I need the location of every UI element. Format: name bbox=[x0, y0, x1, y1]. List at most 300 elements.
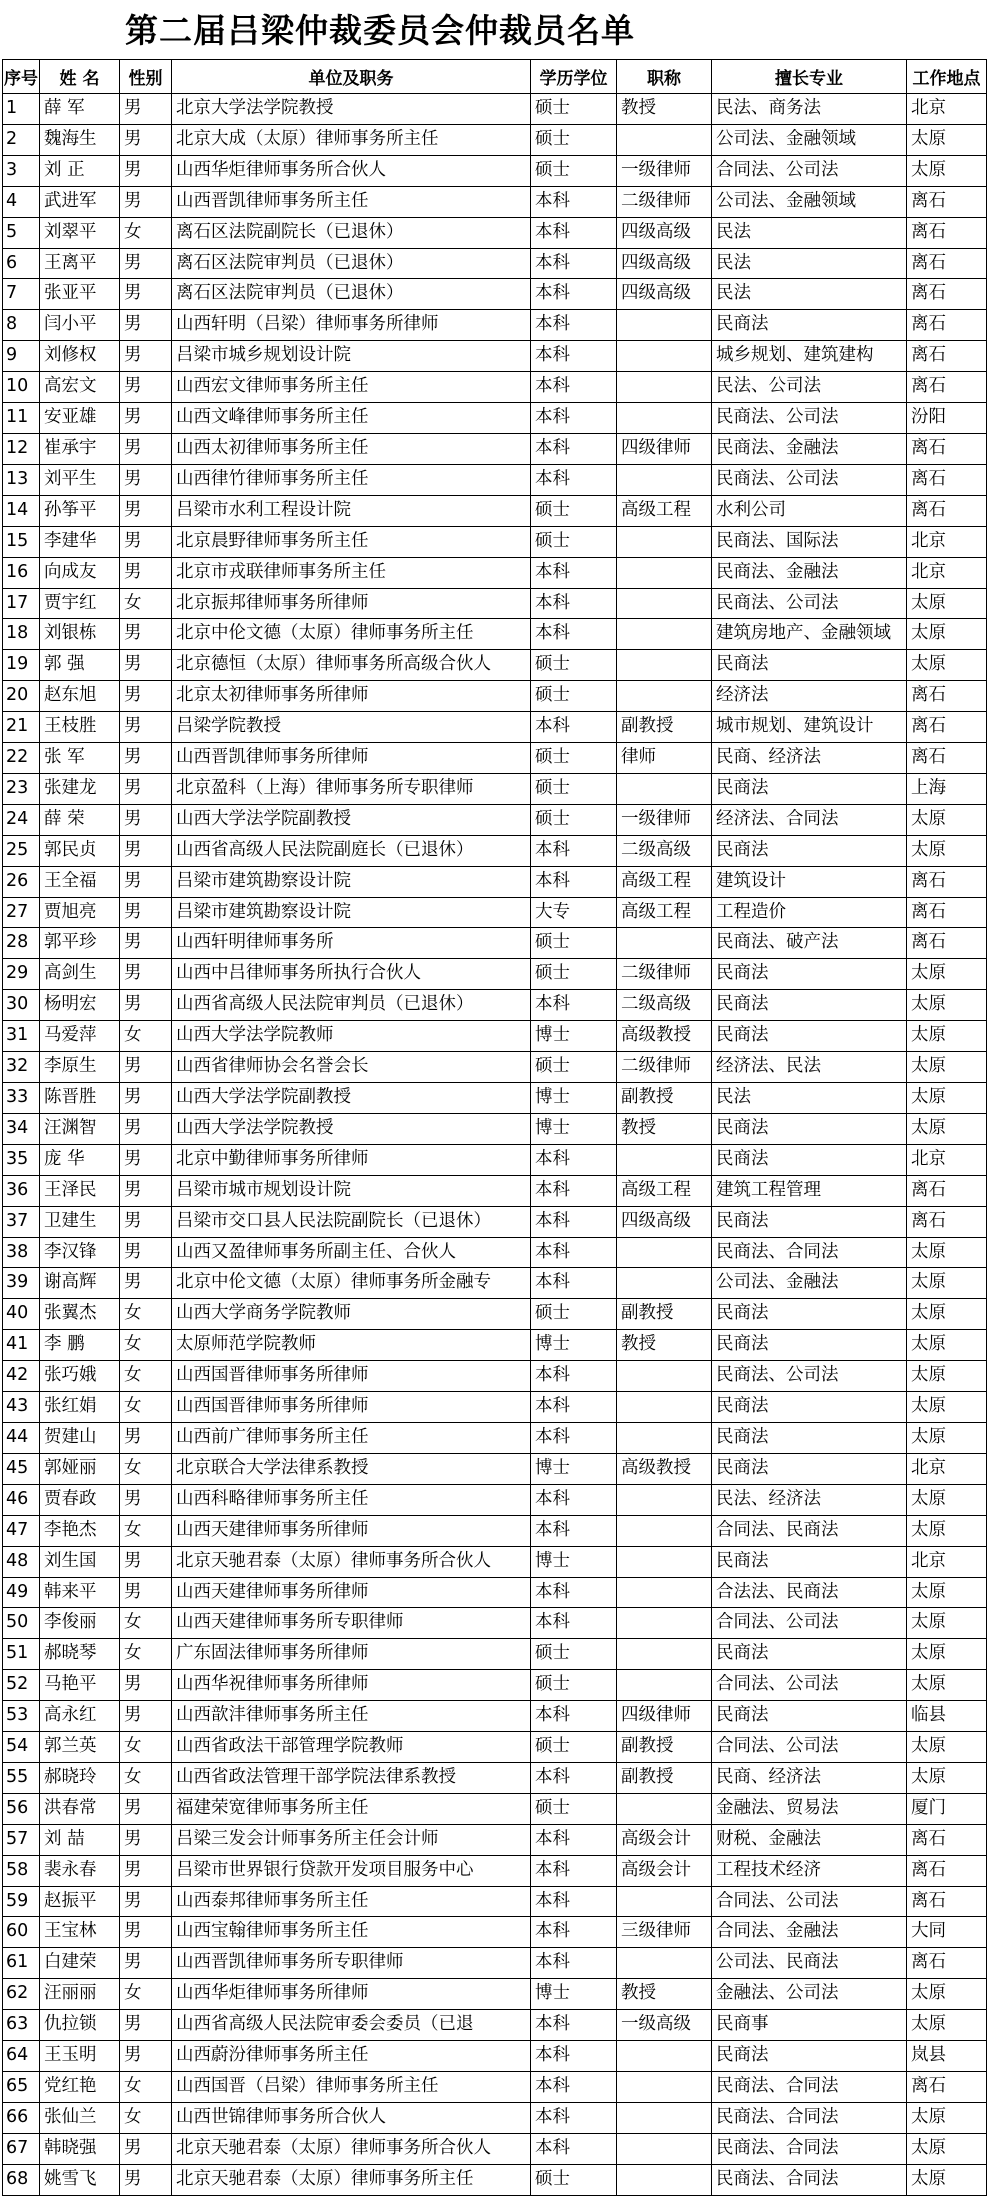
table-row bbox=[3, 2010, 987, 2041]
cell-location: 太原 bbox=[907, 1330, 987, 1361]
cell-title bbox=[617, 2133, 712, 2164]
cell-location: 太原 bbox=[907, 124, 987, 155]
cell-degree: 本科 bbox=[531, 403, 617, 434]
cell-unit: 广东固法律师事务所律师 bbox=[172, 1639, 531, 1670]
cell-specialty: 民商法 bbox=[712, 990, 907, 1021]
cell-gender: 女 bbox=[120, 1021, 172, 1052]
table-row bbox=[3, 990, 987, 1021]
cell-no: 10 bbox=[3, 372, 40, 403]
cell-gender: 男 bbox=[120, 557, 172, 588]
cell-no: 14 bbox=[3, 495, 40, 526]
cell-no: 16 bbox=[3, 557, 40, 588]
cell-specialty: 民商法、合同法 bbox=[712, 2164, 907, 2195]
cell-specialty: 民商法 bbox=[712, 1206, 907, 1237]
table-row bbox=[3, 1824, 987, 1855]
cell-degree: 大专 bbox=[531, 897, 617, 928]
cell-name: 庞 华 bbox=[40, 1144, 120, 1175]
cell-unit: 山西国晋律师事务所律师 bbox=[172, 1392, 531, 1423]
cell-degree: 本科 bbox=[531, 1824, 617, 1855]
cell-unit: 北京市戎联律师事务所主任 bbox=[172, 557, 531, 588]
cell-gender: 女 bbox=[120, 1979, 172, 2010]
cell-unit: 北京天驰君泰（太原）律师事务所主任 bbox=[172, 2164, 531, 2195]
cell-gender: 女 bbox=[120, 2102, 172, 2133]
cell-unit: 吕梁市城乡规划设计院 bbox=[172, 341, 531, 372]
cell-name: 张仙兰 bbox=[40, 2102, 120, 2133]
cell-no: 59 bbox=[3, 1886, 40, 1917]
cell-location: 太原 bbox=[907, 155, 987, 186]
cell-location: 北京 bbox=[907, 557, 987, 588]
cell-no: 25 bbox=[3, 835, 40, 866]
cell-no: 51 bbox=[3, 1639, 40, 1670]
table-row bbox=[3, 310, 987, 341]
cell-gender: 女 bbox=[120, 1762, 172, 1793]
cell-location: 离石 bbox=[907, 1175, 987, 1206]
table-row bbox=[3, 1330, 987, 1361]
cell-specialty: 民商法、金融法 bbox=[712, 557, 907, 588]
cell-title bbox=[617, 341, 712, 372]
cell-no: 58 bbox=[3, 1855, 40, 1886]
cell-specialty: 民商法 bbox=[712, 773, 907, 804]
cell-degree: 硕士 bbox=[531, 495, 617, 526]
cell-title: 副教授 bbox=[617, 1762, 712, 1793]
cell-degree: 本科 bbox=[531, 217, 617, 248]
cell-unit: 山西世锦律师事务所合伙人 bbox=[172, 2102, 531, 2133]
cell-location: 太原 bbox=[907, 2010, 987, 2041]
cell-no: 43 bbox=[3, 1392, 40, 1423]
cell-specialty: 民商法 bbox=[712, 650, 907, 681]
cell-no: 28 bbox=[3, 928, 40, 959]
cell-unit: 离石区法院审判员（已退休） bbox=[172, 279, 531, 310]
cell-title bbox=[617, 1361, 712, 1392]
cell-name: 马爱萍 bbox=[40, 1021, 120, 1052]
cell-name: 张红娟 bbox=[40, 1392, 120, 1423]
cell-title bbox=[617, 403, 712, 434]
cell-name: 王全福 bbox=[40, 866, 120, 897]
cell-unit: 山西省高级人民法院副庭长（已退休） bbox=[172, 835, 531, 866]
cell-gender: 男 bbox=[120, 866, 172, 897]
cell-gender: 男 bbox=[120, 897, 172, 928]
cell-location: 离石 bbox=[907, 464, 987, 495]
cell-degree: 博士 bbox=[531, 1330, 617, 1361]
cell-location: 离石 bbox=[907, 712, 987, 743]
cell-title bbox=[617, 1577, 712, 1608]
cell-name: 王离平 bbox=[40, 248, 120, 279]
cell-location: 太原 bbox=[907, 1268, 987, 1299]
cell-name: 裴永春 bbox=[40, 1855, 120, 1886]
cell-specialty: 民商法、公司法 bbox=[712, 464, 907, 495]
cell-unit: 山西大学商务学院教师 bbox=[172, 1299, 531, 1330]
cell-no: 37 bbox=[3, 1206, 40, 1237]
table-row bbox=[3, 1608, 987, 1639]
cell-degree: 本科 bbox=[531, 1392, 617, 1423]
cell-title: 二级律师 bbox=[617, 186, 712, 217]
cell-specialty: 民商法、公司法 bbox=[712, 403, 907, 434]
cell-location: 太原 bbox=[907, 990, 987, 1021]
cell-title bbox=[617, 1546, 712, 1577]
cell-name: 张翼杰 bbox=[40, 1299, 120, 1330]
cell-title: 四级高级 bbox=[617, 1206, 712, 1237]
cell-unit: 山西省高级人民法院审判员（已退休） bbox=[172, 990, 531, 1021]
cell-location: 太原 bbox=[907, 1237, 987, 1268]
cell-unit: 北京盈科（上海）律师事务所专职律师 bbox=[172, 773, 531, 804]
table-row bbox=[3, 279, 987, 310]
table-row bbox=[3, 1948, 987, 1979]
cell-name: 刘翠平 bbox=[40, 217, 120, 248]
cell-no: 18 bbox=[3, 619, 40, 650]
cell-name: 李建华 bbox=[40, 526, 120, 557]
table-row bbox=[3, 1392, 987, 1423]
cell-degree: 博士 bbox=[531, 1113, 617, 1144]
cell-name: 赵振平 bbox=[40, 1886, 120, 1917]
table-row bbox=[3, 94, 987, 125]
cell-degree: 硕士 bbox=[531, 1670, 617, 1701]
cell-gender: 男 bbox=[120, 1917, 172, 1948]
cell-location: 太原 bbox=[907, 1113, 987, 1144]
cell-no: 40 bbox=[3, 1299, 40, 1330]
cell-name: 韩晓强 bbox=[40, 2133, 120, 2164]
cell-degree: 硕士 bbox=[531, 681, 617, 712]
cell-degree: 硕士 bbox=[531, 1732, 617, 1763]
cell-title: 教授 bbox=[617, 1979, 712, 2010]
column-header-title: 职称 bbox=[617, 60, 712, 94]
cell-unit: 山西中吕律师事务所执行合伙人 bbox=[172, 959, 531, 990]
cell-gender: 男 bbox=[120, 2041, 172, 2072]
cell-location: 离石 bbox=[907, 217, 987, 248]
cell-no: 24 bbox=[3, 804, 40, 835]
table-row bbox=[3, 1422, 987, 1453]
cell-specialty: 民法 bbox=[712, 279, 907, 310]
cell-title bbox=[617, 928, 712, 959]
cell-title: 三级律师 bbox=[617, 1917, 712, 1948]
cell-gender: 男 bbox=[120, 773, 172, 804]
cell-no: 4 bbox=[3, 186, 40, 217]
cell-name: 刘平生 bbox=[40, 464, 120, 495]
cell-no: 11 bbox=[3, 403, 40, 434]
cell-specialty: 公司法、金融领域 bbox=[712, 186, 907, 217]
table-row bbox=[3, 588, 987, 619]
column-header-gender: 性别 bbox=[120, 60, 172, 94]
cell-location: 太原 bbox=[907, 1515, 987, 1546]
table-row bbox=[3, 681, 987, 712]
cell-name: 郭娅丽 bbox=[40, 1453, 120, 1484]
cell-title bbox=[617, 773, 712, 804]
cell-location: 汾阳 bbox=[907, 403, 987, 434]
table-row bbox=[3, 1021, 987, 1052]
cell-degree: 硕士 bbox=[531, 1793, 617, 1824]
cell-title: 教授 bbox=[617, 94, 712, 125]
cell-specialty: 城市规划、建筑设计 bbox=[712, 712, 907, 743]
cell-title: 四级律师 bbox=[617, 1701, 712, 1732]
cell-unit: 山西国晋律师事务所律师 bbox=[172, 1361, 531, 1392]
cell-no: 65 bbox=[3, 2072, 40, 2103]
cell-unit: 北京中伦文德（太原）律师事务所主任 bbox=[172, 619, 531, 650]
table-row bbox=[3, 650, 987, 681]
table-row bbox=[3, 341, 987, 372]
cell-unit: 太原师范学院教师 bbox=[172, 1330, 531, 1361]
cell-degree: 本科 bbox=[531, 1422, 617, 1453]
table-row bbox=[3, 186, 987, 217]
cell-title: 高级教授 bbox=[617, 1021, 712, 1052]
cell-gender: 男 bbox=[120, 526, 172, 557]
cell-specialty: 城乡规划、建筑建构 bbox=[712, 341, 907, 372]
cell-name: 王玉明 bbox=[40, 2041, 120, 2072]
cell-name: 薛 荣 bbox=[40, 804, 120, 835]
cell-specialty: 民商事 bbox=[712, 2010, 907, 2041]
table-row bbox=[3, 2164, 987, 2195]
cell-title bbox=[617, 588, 712, 619]
table-row bbox=[3, 464, 987, 495]
cell-gender: 男 bbox=[120, 928, 172, 959]
cell-name: 张建龙 bbox=[40, 773, 120, 804]
cell-degree: 本科 bbox=[531, 1855, 617, 1886]
cell-title bbox=[617, 1948, 712, 1979]
cell-gender: 男 bbox=[120, 681, 172, 712]
cell-title bbox=[617, 2102, 712, 2133]
cell-degree: 硕士 bbox=[531, 124, 617, 155]
cell-gender: 男 bbox=[120, 1422, 172, 1453]
cell-degree: 本科 bbox=[531, 310, 617, 341]
cell-title bbox=[617, 1268, 712, 1299]
cell-unit: 北京天驰君泰（太原）律师事务所合伙人 bbox=[172, 2133, 531, 2164]
cell-location: 北京 bbox=[907, 526, 987, 557]
cell-title bbox=[617, 1422, 712, 1453]
cell-gender: 男 bbox=[120, 990, 172, 1021]
cell-specialty: 民商法、合同法 bbox=[712, 2102, 907, 2133]
table-row bbox=[3, 2102, 987, 2133]
cell-degree: 本科 bbox=[531, 1762, 617, 1793]
cell-degree: 本科 bbox=[531, 619, 617, 650]
cell-specialty: 合同法、民商法 bbox=[712, 1515, 907, 1546]
cell-location: 北京 bbox=[907, 1144, 987, 1175]
table-row bbox=[3, 804, 987, 835]
cell-degree: 硕士 bbox=[531, 1299, 617, 1330]
cell-title: 高级工程 bbox=[617, 866, 712, 897]
cell-unit: 山西省政法管理干部学院法律系教授 bbox=[172, 1762, 531, 1793]
cell-title bbox=[617, 557, 712, 588]
table-row bbox=[3, 1268, 987, 1299]
cell-location: 太原 bbox=[907, 1422, 987, 1453]
cell-no: 44 bbox=[3, 1422, 40, 1453]
cell-location: 岚县 bbox=[907, 2041, 987, 2072]
cell-name: 王枝胜 bbox=[40, 712, 120, 743]
cell-degree: 硕士 bbox=[531, 928, 617, 959]
cell-location: 太原 bbox=[907, 1670, 987, 1701]
cell-specialty: 经济法、合同法 bbox=[712, 804, 907, 835]
cell-unit: 北京联合大学法律系教授 bbox=[172, 1453, 531, 1484]
cell-title: 副教授 bbox=[617, 1732, 712, 1763]
table-row bbox=[3, 743, 987, 774]
cell-name: 贺建山 bbox=[40, 1422, 120, 1453]
cell-location: 太原 bbox=[907, 2133, 987, 2164]
cell-title bbox=[617, 1237, 712, 1268]
cell-title bbox=[617, 619, 712, 650]
cell-unit: 吕梁市世界银行贷款开发项目服务中心 bbox=[172, 1855, 531, 1886]
cell-unit: 山西大学法学院教授 bbox=[172, 1113, 531, 1144]
table-row bbox=[3, 619, 987, 650]
cell-name: 刘修权 bbox=[40, 341, 120, 372]
cell-degree: 本科 bbox=[531, 2102, 617, 2133]
cell-gender: 女 bbox=[120, 1392, 172, 1423]
cell-specialty: 合法法、民商法 bbox=[712, 1577, 907, 1608]
cell-unit: 山西蔚汾律师事务所主任 bbox=[172, 2041, 531, 2072]
cell-no: 5 bbox=[3, 217, 40, 248]
cell-specialty: 民商法 bbox=[712, 2041, 907, 2072]
table-row bbox=[3, 959, 987, 990]
table-row bbox=[3, 1237, 987, 1268]
cell-specialty: 民商法 bbox=[712, 1113, 907, 1144]
cell-no: 66 bbox=[3, 2102, 40, 2133]
cell-no: 54 bbox=[3, 1732, 40, 1763]
cell-unit: 离石区法院副院长（已退休） bbox=[172, 217, 531, 248]
cell-unit: 山西天建律师事务所律师 bbox=[172, 1515, 531, 1546]
cell-title bbox=[617, 1793, 712, 1824]
cell-unit: 山西律竹律师事务所主任 bbox=[172, 464, 531, 495]
cell-title bbox=[617, 650, 712, 681]
cell-no: 68 bbox=[3, 2164, 40, 2195]
cell-specialty: 民商法 bbox=[712, 1422, 907, 1453]
column-header-no: 序号 bbox=[3, 60, 40, 94]
table-row bbox=[3, 1979, 987, 2010]
cell-degree: 硕士 bbox=[531, 959, 617, 990]
cell-degree: 本科 bbox=[531, 1701, 617, 1732]
cell-unit: 北京天驰君泰（太原）律师事务所合伙人 bbox=[172, 1546, 531, 1577]
cell-location: 太原 bbox=[907, 835, 987, 866]
cell-unit: 山西歆沣律师事务所主任 bbox=[172, 1701, 531, 1732]
table-row bbox=[3, 372, 987, 403]
cell-specialty: 民商法、公司法 bbox=[712, 1361, 907, 1392]
cell-unit: 山西天建律师事务所专职律师 bbox=[172, 1608, 531, 1639]
cell-unit: 吕梁市建筑勘察设计院 bbox=[172, 866, 531, 897]
table-row bbox=[3, 1639, 987, 1670]
cell-location: 离石 bbox=[907, 897, 987, 928]
cell-specialty: 民商法 bbox=[712, 835, 907, 866]
cell-unit: 山西省政法干部管理学院教师 bbox=[172, 1732, 531, 1763]
cell-no: 32 bbox=[3, 1052, 40, 1083]
cell-gender: 男 bbox=[120, 248, 172, 279]
cell-location: 太原 bbox=[907, 1639, 987, 1670]
cell-title bbox=[617, 124, 712, 155]
cell-title bbox=[617, 2041, 712, 2072]
cell-location: 离石 bbox=[907, 743, 987, 774]
cell-gender: 男 bbox=[120, 464, 172, 495]
cell-degree: 本科 bbox=[531, 2010, 617, 2041]
table-row bbox=[3, 1144, 987, 1175]
cell-degree: 硕士 bbox=[531, 773, 617, 804]
cell-name: 韩来平 bbox=[40, 1577, 120, 1608]
cell-title: 高级工程 bbox=[617, 495, 712, 526]
cell-specialty: 民法、经济法 bbox=[712, 1484, 907, 1515]
cell-location: 太原 bbox=[907, 1484, 987, 1515]
cell-no: 36 bbox=[3, 1175, 40, 1206]
table-row bbox=[3, 1670, 987, 1701]
cell-name: 王宝林 bbox=[40, 1917, 120, 1948]
cell-unit: 山西晋凯律师事务所专职律师 bbox=[172, 1948, 531, 1979]
cell-gender: 男 bbox=[120, 743, 172, 774]
cell-degree: 硕士 bbox=[531, 1052, 617, 1083]
cell-location: 离石 bbox=[907, 310, 987, 341]
cell-gender: 女 bbox=[120, 588, 172, 619]
cell-location: 太原 bbox=[907, 2102, 987, 2133]
cell-location: 离石 bbox=[907, 279, 987, 310]
cell-specialty: 工程技术经济 bbox=[712, 1855, 907, 1886]
cell-name: 郝晓琴 bbox=[40, 1639, 120, 1670]
cell-name: 马艳平 bbox=[40, 1670, 120, 1701]
table-row bbox=[3, 1453, 987, 1484]
cell-specialty: 民法、公司法 bbox=[712, 372, 907, 403]
cell-name: 张亚平 bbox=[40, 279, 120, 310]
cell-gender: 男 bbox=[120, 279, 172, 310]
cell-title: 二级高级 bbox=[617, 990, 712, 1021]
cell-gender: 男 bbox=[120, 495, 172, 526]
cell-degree: 博士 bbox=[531, 1453, 617, 1484]
cell-no: 60 bbox=[3, 1917, 40, 1948]
cell-title: 高级工程 bbox=[617, 1175, 712, 1206]
cell-no: 56 bbox=[3, 1793, 40, 1824]
cell-gender: 男 bbox=[120, 341, 172, 372]
cell-degree: 本科 bbox=[531, 1175, 617, 1206]
column-header-name: 姓 名 bbox=[40, 60, 120, 94]
cell-degree: 硕士 bbox=[531, 1639, 617, 1670]
cell-location: 太原 bbox=[907, 1392, 987, 1423]
cell-unit: 山西晋凯律师事务所律师 bbox=[172, 743, 531, 774]
cell-no: 23 bbox=[3, 773, 40, 804]
cell-gender: 男 bbox=[120, 372, 172, 403]
cell-location: 厦门 bbox=[907, 1793, 987, 1824]
cell-name: 郝晓玲 bbox=[40, 1762, 120, 1793]
cell-title bbox=[617, 464, 712, 495]
table-row bbox=[3, 1762, 987, 1793]
cell-degree: 本科 bbox=[531, 2133, 617, 2164]
table-row bbox=[3, 124, 987, 155]
cell-gender: 男 bbox=[120, 835, 172, 866]
cell-name: 党红艳 bbox=[40, 2072, 120, 2103]
cell-unit: 山西文峰律师事务所主任 bbox=[172, 403, 531, 434]
cell-gender: 男 bbox=[120, 1793, 172, 1824]
cell-degree: 本科 bbox=[531, 1206, 617, 1237]
cell-gender: 女 bbox=[120, 1453, 172, 1484]
cell-location: 离石 bbox=[907, 1855, 987, 1886]
table-row bbox=[3, 495, 987, 526]
cell-specialty: 民法 bbox=[712, 248, 907, 279]
table-row bbox=[3, 1206, 987, 1237]
cell-specialty: 民法、商务法 bbox=[712, 94, 907, 125]
cell-degree: 本科 bbox=[531, 1917, 617, 1948]
cell-degree: 本科 bbox=[531, 1515, 617, 1546]
cell-unit: 吕梁市交口县人民法院副院长（已退休） bbox=[172, 1206, 531, 1237]
cell-location: 离石 bbox=[907, 866, 987, 897]
cell-location: 离石 bbox=[907, 1886, 987, 1917]
cell-no: 6 bbox=[3, 248, 40, 279]
cell-specialty: 经济法 bbox=[712, 681, 907, 712]
cell-title: 一级律师 bbox=[617, 804, 712, 835]
cell-unit: 北京太初律师事务所律师 bbox=[172, 681, 531, 712]
cell-name: 刘 喆 bbox=[40, 1824, 120, 1855]
cell-no: 55 bbox=[3, 1762, 40, 1793]
cell-degree: 本科 bbox=[531, 1886, 617, 1917]
cell-no: 47 bbox=[3, 1515, 40, 1546]
cell-title: 高级工程 bbox=[617, 897, 712, 928]
cell-no: 61 bbox=[3, 1948, 40, 1979]
cell-location: 太原 bbox=[907, 2164, 987, 2195]
cell-unit: 北京大成（太原）律师事务所主任 bbox=[172, 124, 531, 155]
cell-no: 67 bbox=[3, 2133, 40, 2164]
cell-location: 太原 bbox=[907, 1608, 987, 1639]
cell-specialty: 民商法、破产法 bbox=[712, 928, 907, 959]
cell-degree: 本科 bbox=[531, 1484, 617, 1515]
cell-unit: 山西省高级人民法院审委会委员（已退 bbox=[172, 2010, 531, 2041]
cell-degree: 本科 bbox=[531, 712, 617, 743]
cell-degree: 本科 bbox=[531, 341, 617, 372]
